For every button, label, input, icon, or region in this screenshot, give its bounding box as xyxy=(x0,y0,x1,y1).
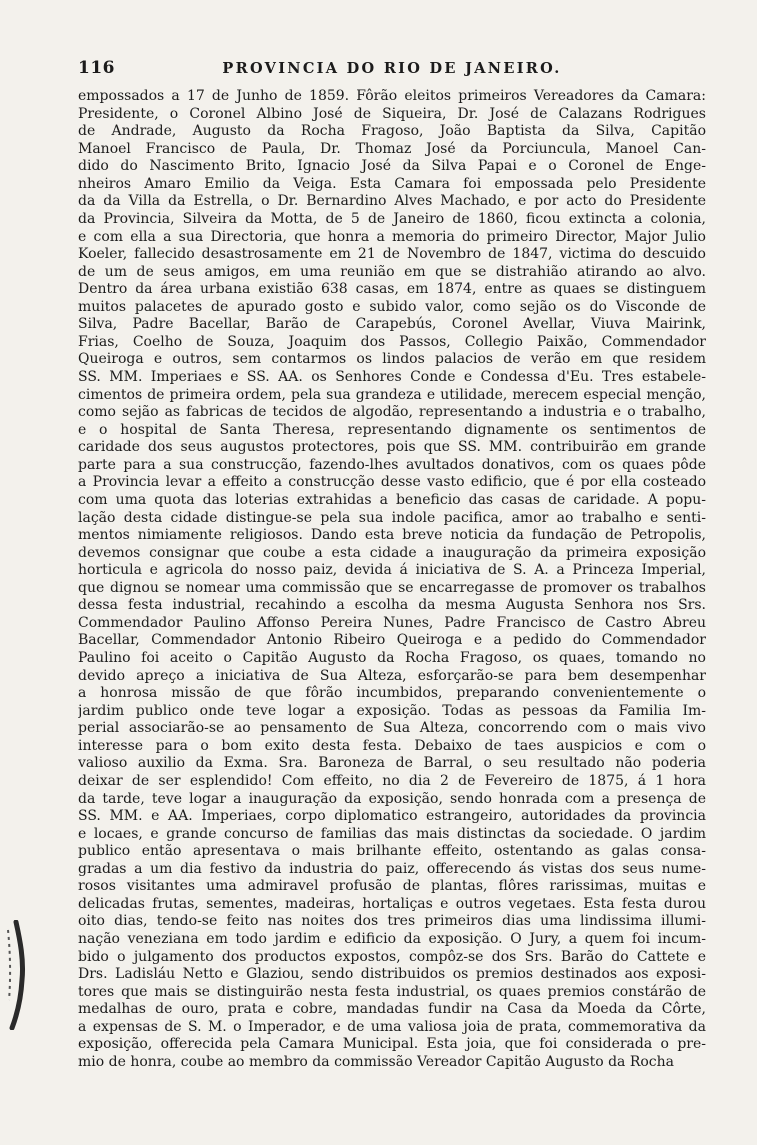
text-line: lação desta cidade distingue-se pela sua indole pacifica, amor ao trabalho e senti- xyxy=(78,509,706,526)
text-line: caridade dos seus augustos protectores, pois que SS. MM. contribuirão em grande xyxy=(78,439,706,456)
text-line: Paulino foi aceito o Capitão Augusto da Rocha Fragoso, os quaes, tomando no xyxy=(78,650,706,666)
text-line: deixar de ser esplendido! Com effeito, no dia 2 de Fevereiro de 1875, á 1 hora xyxy=(78,772,706,789)
text-line: dessa festa industrial, recahindo a escolha da mesma Augusta Senhora nos Srs. xyxy=(78,597,706,614)
text-line: Koeler, fallecido desastrosamente em 21 de Novembro de 1847, victima do descuido xyxy=(78,246,706,263)
body-paragraph xyxy=(78,88,706,1072)
text-line: Queiroga e outros, sem contarmos os lindos palacios de verão em que residem xyxy=(78,351,706,368)
text-line: com uma quota das loterias extrahidas a beneficio das casas de caridade. A popu- xyxy=(78,491,706,508)
text-line: mio de honra, coube ao membro da commissão Vereador Capitão Augusto da Rocha xyxy=(78,1053,675,1070)
text-line: nação veneziana em todo jardim e edificio da exposição. O Jury, a quem foi incum- xyxy=(78,931,706,947)
text-line: parte para a sua construcção, fazendo-lhes avultados donativos, com os quaes pôde xyxy=(78,456,706,473)
text-line: perial associarão-se ao pensamento de Sua Alteza, concorrendo com o mais vivo xyxy=(78,720,706,737)
text-line: Manoel Francisco de Paula, Dr. Thomaz José da Porciuncula, Manoel Can- xyxy=(78,140,706,157)
text-line: cimentos de primeira ordem, pela sua grandeza e utilidade, merecem especial menção, xyxy=(78,386,706,403)
text-line: delicadas frutas, sementes, madeiras, hortaliças e outros vegetaes. Esta festa durou xyxy=(78,895,706,912)
text-line: gradas a um dia festivo da industria do paiz, offerecendo ás vistas dos seus nume- xyxy=(78,860,706,877)
page-header xyxy=(78,58,706,88)
text-line: de um de seus amigos, em uma reunião em que se distrahião atirando ao alvo. xyxy=(78,263,706,280)
text-line: SS. MM. e AA. Imperiaes, corpo diplomatico estrangeiro, autoridades da provincia xyxy=(78,808,706,825)
text-line: nheiros Amaro Emilio da Veiga. Esta Camara foi empossada pelo Presidente xyxy=(78,175,706,192)
text-line: Bacellar, Commendador Antonio Ribeiro Queiroga e a pedido do Commendador xyxy=(78,632,706,649)
text-line: que dignou se nomear uma commissão que se encarregasse de promover os trabalhos xyxy=(78,579,706,596)
text-line: Drs. Ladisláu Netto e Glaziou, sendo distribuidos os premios destinados aos exposi- xyxy=(78,966,706,983)
text-line: dido do Nascimento Brito, Ignacio José da Silva Papai e o Coronel de Enge- xyxy=(78,158,706,175)
text-line: a honrosa missão de que fôrão incumbidos, preparando convenientemente o xyxy=(78,685,706,702)
text-line: e o hospital de Santa Theresa, representando dignamente os sentimentos de xyxy=(78,421,706,438)
text-line: de Andrade, Augusto da Rocha Fragoso, João Baptista da Silva, Capitão xyxy=(78,123,706,140)
text-line: SS. MM. Imperiaes e SS. AA. os Senhores Conde e Condessa d'Eu. Tres estabele- xyxy=(78,369,706,385)
text-line: devemos consignar que coube a esta cidade a inauguração da primeira exposição xyxy=(78,544,706,561)
text-line: exposição, offerecida pela Camara Municipal. Esta joia, que foi considerada o pre- xyxy=(78,1036,706,1053)
text-line: a expensas de S. M. o Imperador, e de uma valiosa joia de prata, commemorativa da xyxy=(78,1018,706,1035)
text-line: muitos palacetes de apurado gosto e subido valor, como sejão os do Visconde de xyxy=(78,298,706,315)
text-line: a Provincia levar a effeito a construcção desse vasto edificio, que é por ella costeado xyxy=(78,474,706,491)
text-line: rosos visitantes uma admiravel profusão de plantas, flôres rarissimas, muitas e xyxy=(78,878,706,895)
text-line: da da Villa da Estrella, o Dr. Bernardino Alves Machado, e por acto do Presidente xyxy=(78,193,706,210)
text-line: Presidente, o Coronel Albino José de Siqueira, Dr. José de Calazans Rodrigues xyxy=(78,105,706,122)
text-line: Silva, Padre Bacellar, Barão de Carapebús, Coronel Avellar, Viuva Mairink, xyxy=(78,316,706,333)
text-line: Commendador Paulino Affonso Pereira Nunes, Padre Francisco de Castro Abreu xyxy=(78,614,706,631)
text-line: da Provincia, Silveira da Motta, de 5 de Janeiro de 1860, ficou extincta a colonia, xyxy=(78,210,706,227)
running-title: PROVINCIA DO RIO DE JANEIRO. xyxy=(222,60,562,77)
text-line: Frias, Coelho de Souza, Joaquim dos Passos, Collegio Paixão, Commendador xyxy=(78,333,706,350)
text-line: interesse para o bom exito desta festa. Debaixo de taes auspicios e com o xyxy=(78,737,706,754)
text-line: bido o julgamento dos productos expostos, compôz-se dos Srs. Barão do Cattete e xyxy=(78,948,706,965)
text-line: medalhas de ouro, prata e cobre, mandadas fundir na Casa da Moeda da Côrte, xyxy=(78,1001,706,1018)
text-line: publico então apresentava o mais brilhante effeito, ostentando as galas consa- xyxy=(78,843,706,860)
text-line: como sejão as fabricas de tecidos de algodão, representando a industria e o trabalho, xyxy=(78,404,706,421)
text-line: e locaes, e grande concurso de familias das mais distinctas da sociedade. O jardim xyxy=(78,825,706,842)
binding-shadow-mark xyxy=(2,920,28,1030)
text-line: oito dias, tendo-se feito nas noites dos tres primeiros dias uma lindissima illumi- xyxy=(78,913,706,930)
text-line: mentos nimiamente religiosos. Dando esta breve noticia da fundação de Petropolis, xyxy=(78,527,706,544)
text-line: e com ella a sua Directoria, que honra a memoria do primeiro Director, Major Julio xyxy=(78,228,706,245)
text-line: devido apreço a iniciativa de Sua Alteza, esforçarão-se para bem desempenhar xyxy=(78,667,706,684)
book-page xyxy=(78,58,706,1072)
text-line: empossados a 17 de Junho de 1859. Fôrão eleitos primeiros Vereadores da Camara: xyxy=(78,88,706,104)
text-line: jardim publico onde teve logar a exposição. Todas as pessoas da Familia Im- xyxy=(78,702,706,719)
page-number: 116 xyxy=(78,58,115,78)
text-line: tores que mais se distinguirão nesta festa industrial, os quaes premios constárão de xyxy=(78,983,706,1000)
text-line: valioso auxilio da Exma. Sra. Baroneza de Barral, o seu resultado não poderia xyxy=(78,755,706,772)
text-line: da tarde, teve logar a inauguração da exposição, sendo honrada com a presença de xyxy=(78,790,706,807)
text-line: horticula e agricola do nosso paiz, devida á iniciativa de S. A. a Princeza Imperial, xyxy=(78,562,706,579)
text-line: Dentro da área urbana existião 638 casas, em 1874, entre as quaes se distinguem xyxy=(78,281,706,298)
